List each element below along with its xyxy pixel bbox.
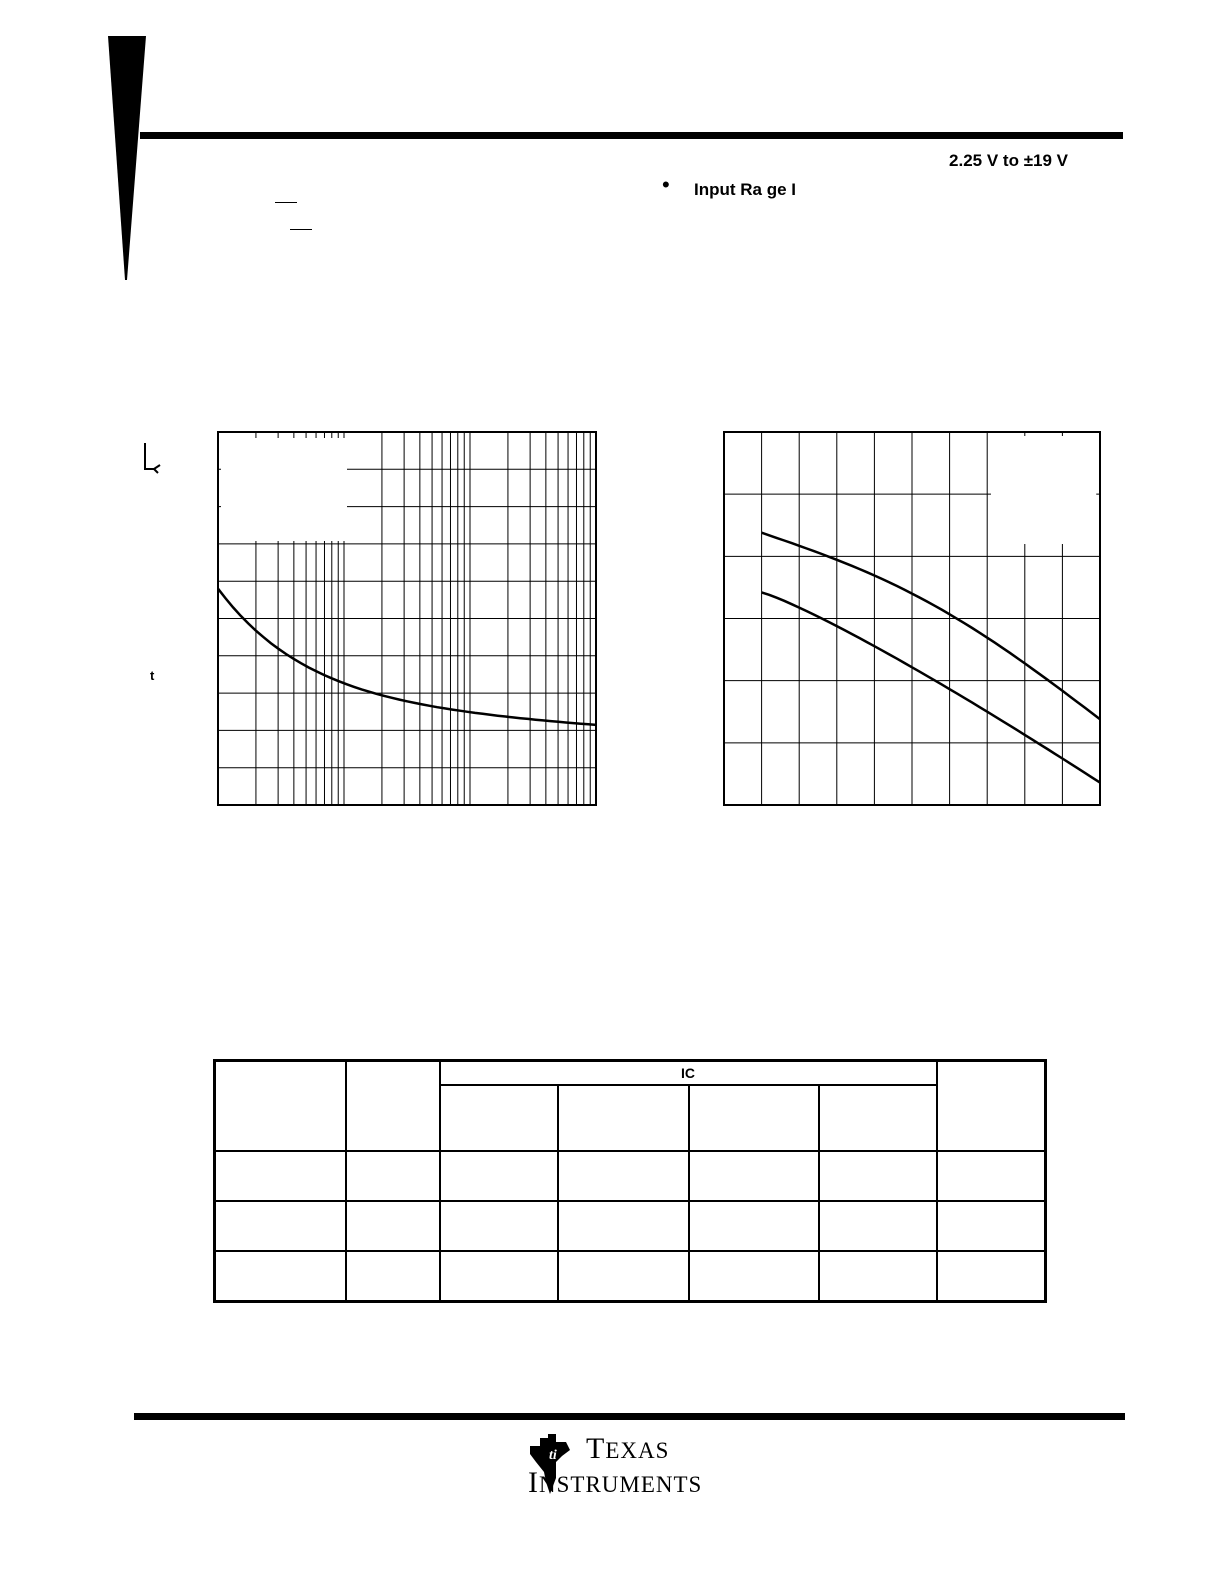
bullet-dot-icon: • bbox=[662, 172, 670, 197]
axis-symbol-glyph: t bbox=[150, 668, 155, 683]
table-cell bbox=[819, 1201, 937, 1251]
top-rule bbox=[140, 132, 1123, 139]
table-cell bbox=[819, 1151, 937, 1201]
ordering-table bbox=[213, 1059, 1047, 1303]
table-cell bbox=[558, 1251, 689, 1302]
table-cell bbox=[440, 1201, 558, 1251]
table-cell bbox=[937, 1251, 1046, 1302]
feature-bullet-text: Input Ra ge I bbox=[694, 180, 796, 199]
table-cell bbox=[558, 1151, 689, 1201]
table-cell bbox=[819, 1251, 937, 1302]
table-header-cell bbox=[937, 1061, 1046, 1152]
table-cell bbox=[689, 1201, 819, 1251]
supply-range-text: 2.25 V to ±19 V bbox=[949, 151, 1068, 170]
series-line bbox=[218, 589, 596, 725]
table-header-cell bbox=[346, 1061, 440, 1152]
texas-instruments-logo bbox=[526, 1432, 736, 1504]
side-wedge-graphic bbox=[108, 36, 148, 280]
table-cell bbox=[689, 1151, 819, 1201]
table-header-cell bbox=[215, 1061, 346, 1152]
legend-box bbox=[991, 436, 1096, 544]
table-cell bbox=[937, 1151, 1046, 1201]
table-row bbox=[215, 1201, 1046, 1251]
table-subheader-cell bbox=[440, 1085, 558, 1151]
table-subheader-cell bbox=[558, 1085, 689, 1151]
table-row bbox=[215, 1251, 1046, 1302]
series-line-upper bbox=[762, 533, 1100, 720]
logo-word-texas: TEXAS bbox=[586, 1432, 670, 1465]
axis-symbol-glyph bbox=[140, 441, 164, 477]
series-line-lower bbox=[762, 592, 1100, 782]
table-subheader-cell bbox=[689, 1085, 819, 1151]
table-cell bbox=[346, 1251, 440, 1302]
overbar-mark bbox=[275, 202, 297, 203]
table-cell bbox=[440, 1151, 558, 1201]
table-cell bbox=[215, 1151, 346, 1201]
logo-word-instruments: INSTRUMENTS bbox=[528, 1466, 703, 1499]
table-cell bbox=[215, 1251, 346, 1302]
table-cell bbox=[346, 1201, 440, 1251]
table-subheader-cell bbox=[819, 1085, 937, 1151]
table-cell bbox=[689, 1251, 819, 1302]
chart-left bbox=[216, 430, 598, 808]
table-group-header: IC bbox=[440, 1061, 937, 1086]
svg-text:ti: ti bbox=[549, 1448, 557, 1463]
table-cell bbox=[346, 1151, 440, 1201]
table-cell bbox=[937, 1201, 1046, 1251]
table-row bbox=[215, 1151, 1046, 1201]
table-cell bbox=[440, 1251, 558, 1302]
legend-box bbox=[221, 438, 347, 541]
table-cell bbox=[558, 1201, 689, 1251]
bottom-rule bbox=[134, 1413, 1125, 1420]
table-cell bbox=[215, 1201, 346, 1251]
overbar-mark bbox=[290, 229, 312, 230]
chart-right bbox=[722, 430, 1102, 808]
